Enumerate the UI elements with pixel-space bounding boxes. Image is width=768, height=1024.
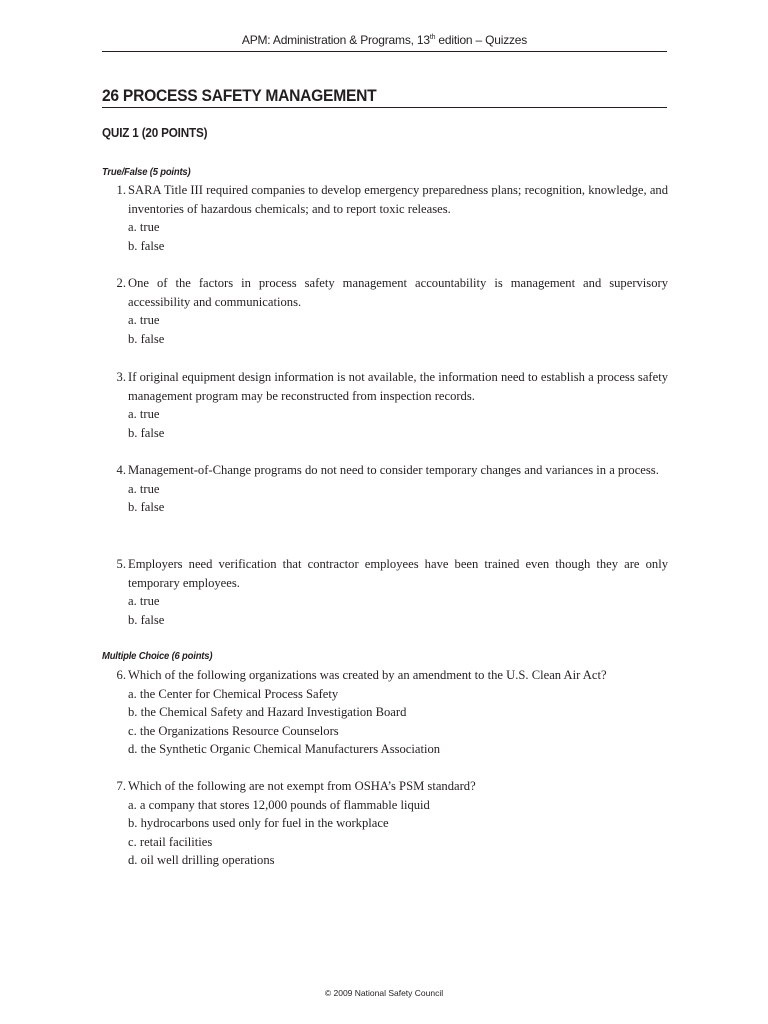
answer-option[interactable]: b. the Chemical Safety and Hazard Investigation Board (128, 705, 407, 720)
question-number: 7. (116, 779, 126, 793)
answer-options (102, 796, 668, 870)
question-text: Management-of-Change programs do not need to consider temporary changes and variances in a process. (128, 463, 659, 477)
answer-option[interactable]: d. the Synthetic Organic Chemical Manufacturers Association (128, 742, 441, 757)
question-number: 5. (116, 557, 126, 571)
question-6 (102, 666, 668, 759)
answer-options (102, 480, 668, 517)
question-text: SARA Title III required companies to develop emergency preparedness plans; recognition, knowledge, and inventories of hazardous chemicals; and to report toxic releases. (128, 183, 668, 216)
answer-option[interactable]: c. retail facilities (128, 834, 213, 849)
answer-options (102, 685, 668, 759)
question-text: Which of the following organizations was created by an amendment to the U.S. Clean Air Act? (128, 668, 607, 682)
answer-option[interactable]: b. false (128, 612, 165, 627)
answer-options (102, 405, 668, 442)
answer-options (102, 311, 668, 348)
answer-options (102, 592, 668, 629)
answer-option[interactable]: b. false (128, 238, 165, 253)
answer-option[interactable]: b. false (128, 500, 165, 515)
question-number: 2. (116, 276, 126, 290)
question-2 (102, 274, 668, 348)
answer-option[interactable]: a. true (128, 313, 160, 328)
title-rule (102, 107, 667, 108)
question-text: One of the factors in process safety management accountability is management and supervisory accessibility and communications. (128, 276, 668, 309)
question-text: Which of the following are not exempt from OSHA’s PSM standard? (128, 779, 476, 793)
answer-option[interactable]: a. true (128, 594, 160, 609)
question-number: 3. (116, 370, 126, 384)
answer-option[interactable]: a. true (128, 220, 160, 235)
question-3 (102, 368, 668, 442)
question-7 (102, 777, 668, 870)
answer-options (102, 218, 668, 255)
answer-option[interactable]: b. false (128, 425, 165, 440)
question-text: Employers need verification that contractor employees have been trained even though they are only temporary employees. (128, 557, 668, 590)
quiz-title: QUIZ 1 (20 POINTS) (102, 125, 208, 140)
question-4 (102, 461, 668, 517)
question-text: If original equipment design information is not available, the information need to establish a process safety management program may be reconstructed from inspection records. (128, 370, 668, 403)
answer-option[interactable]: a. true (128, 407, 160, 422)
question-number: 1. (116, 183, 126, 197)
question-number: 4. (116, 463, 126, 477)
running-header-ordinal: th (429, 34, 436, 41)
header-rule (102, 51, 667, 52)
answer-option[interactable]: b. hydrocarbons used only for fuel in the workplace (128, 816, 389, 831)
copyright-footer: © 2009 National Safety Council (324, 988, 444, 998)
answer-option[interactable]: d. oil well drilling operations (128, 853, 275, 868)
answer-option[interactable]: a. true (128, 481, 160, 496)
section-label-true-false: True/False (5 points) (102, 166, 191, 178)
question-5 (102, 555, 668, 629)
question-1 (102, 181, 668, 255)
running-header-text: APM: Administration & Programs, 13 (241, 33, 430, 47)
answer-option[interactable]: a. a company that stores 12,000 pounds of flammable liquid (128, 797, 430, 812)
answer-option[interactable]: a. the Center for Chemical Process Safety (128, 686, 339, 701)
answer-option[interactable]: c. the Organizations Resource Counselors (128, 723, 339, 738)
section-label-multiple-choice: Multiple Choice (6 points) (102, 650, 213, 662)
running-header (102, 33, 667, 47)
question-number: 6. (116, 668, 126, 682)
answer-option[interactable]: b. false (128, 331, 165, 346)
chapter-title: 26 PROCESS SAFETY MANAGEMENT (102, 86, 377, 105)
running-header-suffix: edition – Quizzes (435, 33, 528, 47)
